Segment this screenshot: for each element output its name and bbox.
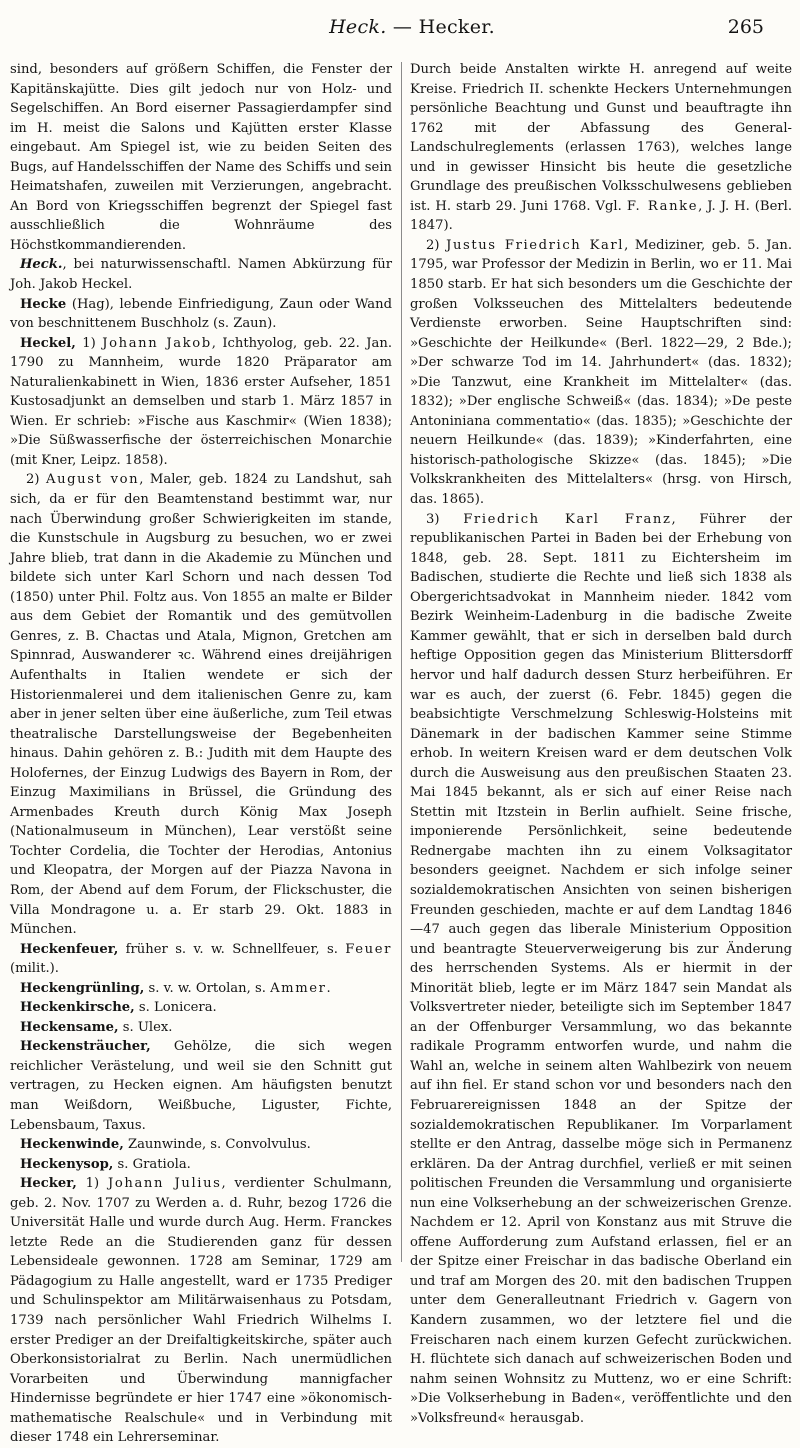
- column-divider: [401, 62, 402, 1262]
- entry-text: , J. J. H. (Berl. 1847).: [410, 198, 793, 234]
- person-name: Justus Friedrich Karl: [446, 237, 625, 253]
- lemma-hecker: Hecker,: [20, 1176, 77, 1192]
- entry-text: .: [326, 980, 331, 996]
- sense-number: 1): [75, 335, 103, 351]
- running-title-dash: —: [392, 16, 413, 38]
- entry-heck-abbrev: [10, 255, 392, 294]
- entry-text: früher s. v. w. Schnellfeuer, s.: [118, 941, 346, 957]
- entry-heckel: [10, 334, 392, 471]
- lemma-heckenwinde: Heckenwinde,: [20, 1137, 124, 1153]
- lemma-heckenkirsche: Heckenkirsche,: [20, 1000, 135, 1016]
- entry-text: , Mediziner, geb. 5. Jan. 1795, war Professor der Medizin in Berlin, wo er 11. Mai 1850 starb. Er hat sich besonders um die Geschichte der großen Volksseuchen des Mittelalters bedeutende Verdienste erworben. Seine Hauptschriften sind: »Geschichte der Heilkunde« (Berl. 1822—29, 2 Bde.); »Der schwarze Tod im 14. Jahrhundert« (das. 1832); »Die Tanzwut, eine Krankheit im Mittelalter« (das. 1832); »Der englische Schweiß« (das. 1834); »De peste Antoniniana commentatio« (das. 1835); »Geschichte der neuern Heilkunde« (das. 1839); »Kinderfahrten, eine historisch-pathologische Skizze« (das. 1845); »Die Volkskrankheiten des Mittelalters« (hrsg. von Hirsch, das. 1865).: [410, 237, 792, 508]
- left-column: [10, 60, 393, 1446]
- entry-text: Durch beide Anstalten wirkte H. anregend auf weite Kreise. Friedrich II. schenkte Heckers Unternehmungen persönliche Beachtung und Gunst und beauftragte ihn 1762 mit der Abfassung des General-Landschulreglements (erlassen 1763), welches lange und in gewisser Hinsicht bis heute die gesetzliche Grundlage des preußischen Volksschulwesens geblieben ist. H. starb 29. Juni 1768. Vgl.: [410, 62, 792, 214]
- running-title-left: Heck.: [329, 16, 387, 38]
- person-name: August von: [46, 472, 140, 488]
- entry-text: (Hag), lebende Einfriedigung, Zaun oder Wand von beschnittenem Buschholz (s. Zaun).: [10, 296, 392, 332]
- person-name: Johann Jakob: [102, 335, 212, 351]
- entry-text: (milit.).: [10, 961, 59, 977]
- sense-number: 2): [426, 237, 447, 253]
- lemma-heckenfeuer: Heckenfeuer,: [20, 941, 119, 957]
- cross-reference: F. Ranke: [626, 198, 699, 214]
- running-title: [52, 16, 772, 38]
- entry-hecker-3: [410, 510, 792, 1429]
- entry-heckensame: [10, 1018, 392, 1038]
- entry-text: s. Gratiola.: [113, 1156, 191, 1172]
- entry-text: s. Ulex.: [118, 1019, 173, 1035]
- page-number: 265: [727, 16, 764, 38]
- entry-heckenwinde: [10, 1135, 392, 1155]
- entry-heckenkirsche: [10, 998, 392, 1018]
- entry-continuation: [410, 60, 792, 236]
- entry-heckengruenling: [10, 979, 392, 999]
- entry-text: s. Lonicera.: [134, 1000, 217, 1016]
- lemma-heckensame: Heckensame,: [20, 1019, 119, 1035]
- entry-hecke: [10, 295, 392, 334]
- entry-text: , Maler, geb. 1824 zu Landshut, sah sich, da er für den Beamtenstand bestimmt war, nur nach Überwindung großer Schwierigkeiten im stande, die Kunstschule in Augsburg zu besuchen, wo er zwei Jahre blieb, trat dann in die Akademie zu München und bildete sich unter Karl Schorn und nach dessen Tod (1850) unter Phil. Foltz aus. Von 1855 an malte er Bilder aus dem Gebiet der Romantik und des gemütvollen Genres, z. B. Chactas und Atala, Mignon, Gretchen am Spinnrad, Auswanderer ꝛc. Während eines dreijährigen Aufenthalts in Italien wendete er sich der Historienmalerei und dem italienischen Genre zu, kam aber in jener selten über eine äußerliche, zum Teil etwas theatralische Darstellungsweise der Begebenheiten hinaus. Dahin gehören z. B.: Judith mit dem Haupte des Holofernes, der Einzug Ludwigs des Bayern in Rom, der Einzug Maximilians in Brüssel, die Gründung des Armenbades Kreuth durch König Max Joseph (Nationalmuseum in München), Lear verstößt seine Tochter Cordelia, die Tochter der Herodias, Antonius und Kleopatra, der Morgen auf der Piazza Navona in Rom, der Abend auf dem Forum, der Flickschuster, die Villa Mondragone u. a. Er starb 29. Okt. 1883 in München.: [10, 472, 393, 938]
- entry-heckenfeuer: [10, 940, 392, 979]
- sense-number: 2): [26, 472, 47, 488]
- entry-text: Zaunwinde, s. Convolvulus.: [123, 1137, 311, 1153]
- entry-text: Gehölze, die sich wegen reichlicher Verästelung, und weil sie den Schnitt gut vertragen, zu Hecken eignen. Am häufigsten benutzt man Weißdorn, Weißbuche, Liguster, Fichte, Lebensbaum, Taxus.: [10, 1039, 392, 1133]
- entry-text: , Ichthyolog, geb. 22. Jan. 1790 zu Mannheim, wurde 1820 Präparator am Naturalienkabinett in Wien, 1836 erster Aufseher, 1851 Kustosadjunkt an demselben und starb 1. März 1857 in Wien. Er schrieb: »Fische aus Kaschmir« (Wien 1838); »Die Süßwasserfische der österreichischen Monarchie (mit Kner, Leipz. 1858).: [10, 335, 392, 468]
- entry-heckel-2: [10, 470, 392, 939]
- right-column: [410, 60, 793, 1426]
- cross-reference: Ammer: [270, 980, 327, 996]
- lemma-heckenstraeucher: Heckensträucher,: [20, 1039, 151, 1055]
- entry-text: , verdienter Schulmann, geb. 2. Nov. 1707 zu Werden a. d. Ruhr, bezog 1726 die Universität Halle und wurde durch Aug. Herm. Franckes letzte Rede an die Studierenden ganz für dessen Lebensideale gewonnen. 1728 am Seminar, 1729 am Pädagogium zu Halle angestellt, ward er 1735 Prediger und Schulinspektor am Militärwaisenhaus zu Potsdam, 1739 nach persönlicher Wahl Friedrich Wilhelms I. erster Prediger an der Dreifaltigkeitskirche, später auch Oberkonsistorialrat zu Berlin. Nach unermüdlichen Vorarbeiten und Überwindung mannigfacher Hindernisse begründete er hier 1747 eine »ökonomisch-mathematische Realschule« und in Verbindung mit dieser 1748 ein Lehrerseminar.: [10, 1176, 392, 1446]
- page-header: [52, 12, 772, 42]
- person-name: Friedrich Karl Franz: [463, 511, 672, 527]
- lemma-heckenysop: Heckenysop,: [20, 1156, 114, 1172]
- entry-heckenysop: [10, 1155, 392, 1175]
- person-name: Johann Julius: [108, 1176, 222, 1192]
- entry-hecker: [10, 1174, 392, 1448]
- lemma-heck: Heck.: [20, 257, 63, 273]
- entry-text: , Führer der republikanischen Partei in Baden bei der Erhebung von 1848, geb. 28. Sept. 1811 zu Eichtersheim im Badischen, studierte die Rechte und ließ sich 1838 als Obergerichtsadvokat in Mannheim nieder. 1842 vom Bezirk Weinheim-Ladenburg in die badische Zweite Kammer gewählt, that er sich in derselben bald durch heftige Opposition gegen das Ministerium Blittersdorff hervor und half dadurch dessen Sturz herbeiführen. Er war es auch, der zuerst (6. Febr. 1845) gegen die beabsichtigte Verschmelzung Schleswig-Holsteins mit Dänemark in der badischen Kammer seine Stimme erhob. In weitern Kreisen ward er dem deutschen Volk durch die Ausweisung aus den preußischen Staaten 23. Mai 1845 bekannt, als er sich auf einer Reise nach Stettin mit Itzstein in Berlin aufhielt. Seine frische, imponierende Persönlichkeit, seine bedeutende Rednergabe machten ihn zu einem Volksagitator besonders geeignet. Nachdem er sich infolge seiner sozialdemokratischen Ansichten von seinen bisherigen Freunden geschieden, machte er auf dem Landtag 1846—47 auch gegen das liberale Ministerium Opposition und beantragte Steuerverweigerung bis zur Änderung des herrschenden Systems. Als er hiermit in der Minorität blieb, legte er im März 1847 sein Mandat als Volksvertreter nieder, beteiligte sich im September 1847 an der Offenburger Versammlung, wo das bekannte radikale Programm entworfen wurde, und nahm die Wahl an, welche in seinem alten Wahlbezirk von neuem auf ihn fiel. Er stand schon vor und besonders nach den Februarereignissen 1848 an der Spitze der sozialdemokratischen Republikaner. Im Vorparlament stellte er den Antrag, dasselbe möge sich in Permanenz erklären. Da der Antrag durchfiel, verließ er mit seinen politischen Freunden die Versammlung und organisierte nun eine Volkserhebung an der schweizerischen Grenze. Nachdem er 12. April von Konstanz aus mit Struve die offene Aufforderung zum Aufstand erlassen, fiel er an der Spitze einer Freischar in das badische Oberland ein und traf am Morgen des 20. mit den badischen Truppen unter dem Generalleutnant Friedrich v. Gagern von Kandern zusammen, wo der letztere fiel und die Freischaren nach einem kurzen Gefecht zurückwichen. H. flüchtete sich danach auf schweizerischen Boden und nahm seinen Wohnsitz zu Muttenz, wo er eine Schrift: »Die Volkserhebung in Baden«, veröffentlichte und den »Volksfreund« herausgab.: [410, 511, 792, 1426]
- entry-continuation: sind, besonders auf größern Schiffen, die Fenster der Kapitänskajütte. Dies gilt jedoch nur von Holz- und Segelschiffen. An Bord eiserner Passagierdampfer sind im H. meist die Salons und Kajütten erster Klasse eingebaut. Am Spiegel ist, wie zu beiden Seiten des Bugs, auf Handelsschiffen der Name des Schiffs und sein Heimatshafen, zuweilen mit Verzierungen, angebracht. An Bord von Kriegsschiffen begrenzt der Spiegel fast ausschließlich die Wohnräume des Höchstkommandierenden.: [10, 62, 392, 253]
- sense-number: 1): [76, 1176, 109, 1192]
- entry-heckenstraeucher: [10, 1037, 392, 1135]
- cross-reference: Feuer: [345, 941, 392, 957]
- entry-text: , bei naturwissenschaftl. Namen Abkürzung für Joh. Jakob Heckel.: [10, 257, 392, 293]
- lemma-heckengruenling: Heckengrünling,: [20, 980, 145, 996]
- entry-hecker-2: [410, 236, 792, 510]
- lemma-hecke: Hecke: [20, 296, 67, 312]
- sense-number: 3): [426, 511, 464, 527]
- lemma-heckel: Heckel,: [20, 335, 76, 351]
- entry-text: s. v. w. Ortolan, s.: [144, 980, 271, 996]
- running-title-right: Hecker.: [418, 16, 495, 38]
